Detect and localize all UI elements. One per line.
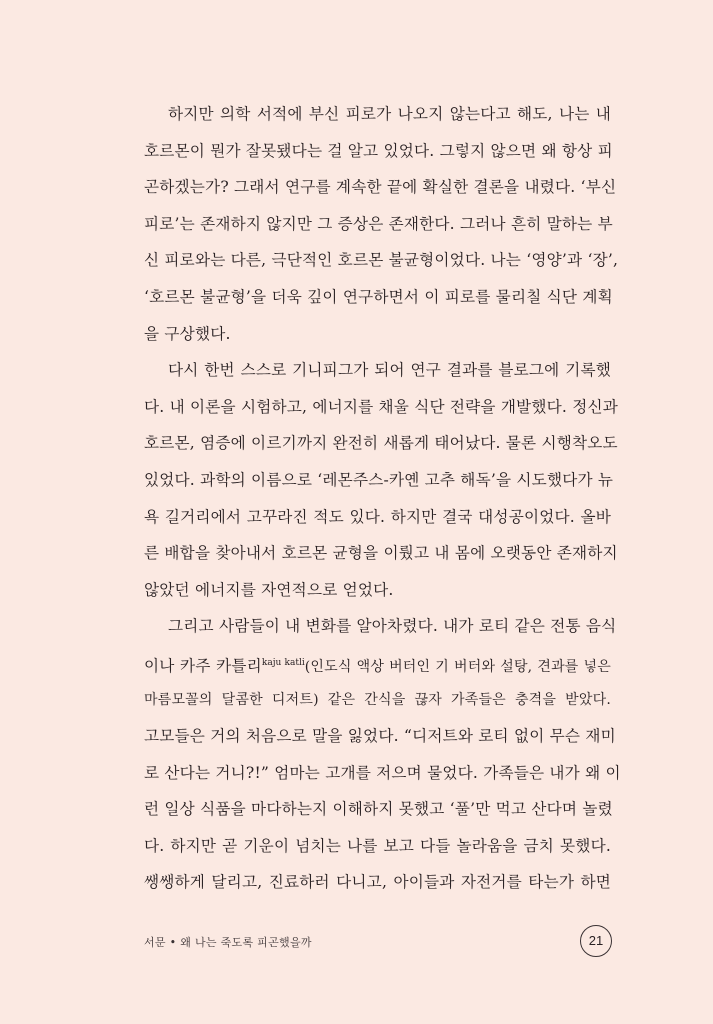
text-line: ‘호르몬 불균형’을 더욱 깊이 연구하면서 이 피로를 물리칠 식단 계획 bbox=[144, 287, 613, 306]
text-segment: (인도식 액상 버터인 기 버터와 설탕, 견과를 넣은 bbox=[304, 658, 611, 675]
text-line: 그리고 사람들이 내 변화를 알아차렸다. 내가 로티 같은 전통 음식 bbox=[168, 617, 617, 636]
text-line: 신 피로와는 다른, 극단적인 호르몬 불균형이었다. 나는 ‘영양’과 ‘장’, bbox=[144, 251, 619, 270]
text-line: 른 배합을 찾아내서 호르몬 균형을 이뤘고 내 몸에 오랫동안 존재하지 bbox=[144, 544, 618, 563]
text-line bbox=[144, 645, 611, 682]
page-number: 21 bbox=[580, 925, 612, 957]
text-line: 을 구상했다. bbox=[144, 324, 231, 343]
running-title: 서문 • 왜 나는 죽도록 피곤했을까 bbox=[144, 936, 312, 949]
text-line: 다. 하지만 곧 기운이 넘치는 나를 보고 다들 놀라움을 금치 못했다. bbox=[144, 836, 611, 855]
text-line: 쌩쌩하게 달리고, 진료하러 다니고, 아이들과 자전거를 타는가 하면 bbox=[144, 873, 611, 892]
body-text bbox=[144, 96, 621, 901]
text-line: 욕 길거리에서 고꾸라진 적도 있다. 하지만 결국 대성공이었다. 올바 bbox=[144, 507, 611, 526]
text-line: 피로’는 존재하지 않지만 그 증상은 존재한다. 그러나 흔히 말하는 부 bbox=[144, 214, 613, 233]
text-line: 다. 내 이론을 시험하고, 에너지를 채울 식단 전략을 개발했다. 정신과 bbox=[144, 397, 618, 416]
text-line: 하지만 의학 서적에 부신 피로가 나오지 않는다고 해도, 나는 내 bbox=[168, 105, 611, 123]
text-line: 런 일상 식품을 마다하는지 이해하지 못했고 ‘풀’만 먹고 산다며 놀렸 bbox=[144, 800, 613, 819]
text-line: 고모들은 거의 처음으로 말을 잃었다. “디저트와 로티 없이 무슨 재미 bbox=[144, 727, 616, 746]
text-line: 호르몬, 염증에 이르기까지 완전히 새롭게 태어났다. 물론 시행착오도 bbox=[144, 434, 618, 453]
text-segment: 이나 카주 카틀리 bbox=[144, 656, 262, 675]
text-line: 않았던 에너지를 자연적으로 얻었다. bbox=[144, 580, 394, 599]
text-line: 있었다. 과학의 이름으로 ‘레몬주스-카옌 고추 해독’을 시도했다가 뉴 bbox=[144, 470, 614, 489]
text-line: 다시 한번 스스로 기니피그가 되어 연구 결과를 블로그에 기록했 bbox=[168, 361, 611, 380]
text-line: 로 산다는 거니?!” 엄마는 고개를 저으며 물었다. 가족들은 내가 왜 이 bbox=[144, 763, 621, 782]
text-line: 호르몬이 뭔가 잘못됐다는 걸 알고 있었다. 그렇지 않으면 왜 항상 피 bbox=[144, 141, 613, 160]
text-line: 곤하겠는가? 그래서 연구를 계속한 끝에 확실한 결론을 내렸다. ‘부신 bbox=[144, 178, 617, 197]
footnote-superscript: kaju katli bbox=[261, 657, 305, 668]
text-line: 마름모꼴의 달콤한 디저트) 같은 간식을 끊자 가족들은 충격을 받았다. bbox=[144, 691, 611, 708]
